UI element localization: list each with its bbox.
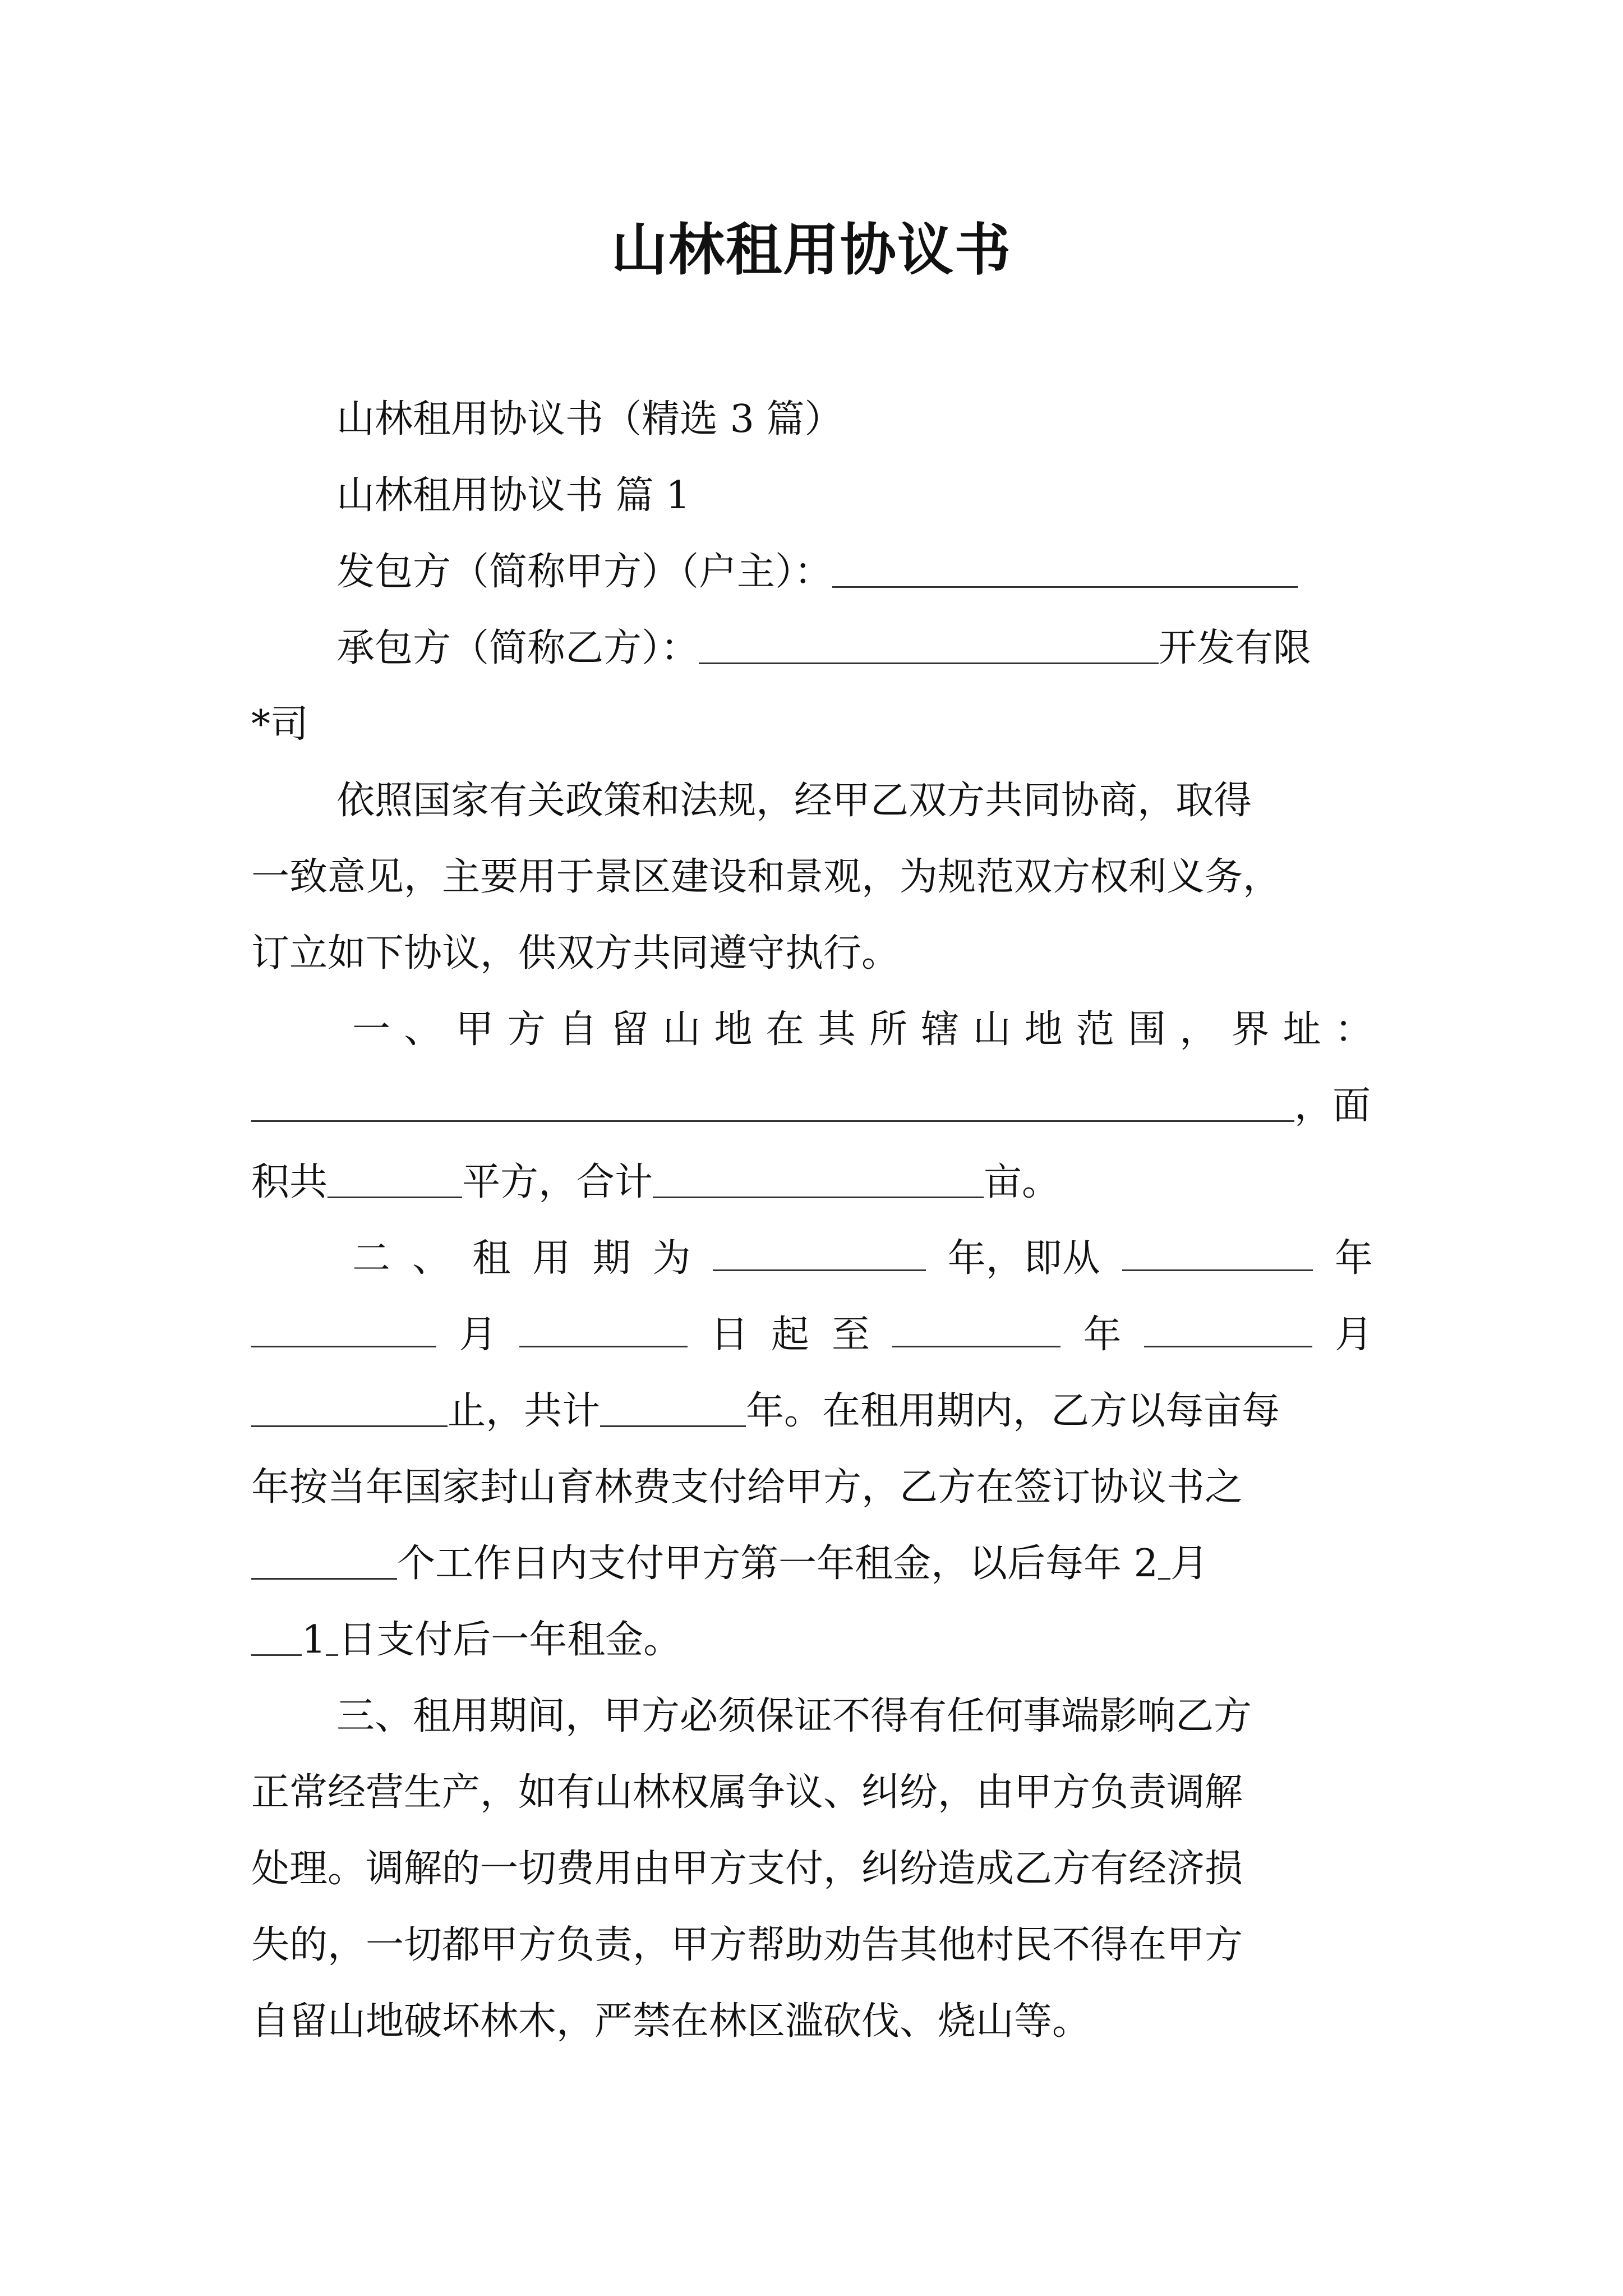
char: 、 xyxy=(412,1236,451,1281)
day-lead-underline xyxy=(251,1619,302,1656)
clause-text: 积共 xyxy=(251,1160,328,1204)
char: 界 xyxy=(1231,1007,1270,1052)
char: 年 xyxy=(1083,1313,1122,1357)
char: 二 xyxy=(352,1236,391,1281)
char: 租 xyxy=(472,1236,511,1281)
intro-line: 一致意见，主要用于景区建设和景观，为规范双方权利义务， xyxy=(251,855,1281,899)
workdays-blank xyxy=(251,1543,397,1580)
char: 方 xyxy=(507,1007,546,1052)
start-year-blank xyxy=(1122,1235,1313,1271)
end-month-blank xyxy=(1144,1311,1312,1347)
char: 自 xyxy=(559,1007,597,1052)
char: 甲 xyxy=(455,1007,494,1052)
clause-text: 平方，合计 xyxy=(462,1160,653,1204)
clause-text: 年。在租用期内，乙方以每亩每 xyxy=(746,1389,1280,1433)
char: 在 xyxy=(766,1007,804,1052)
char: 辖 xyxy=(921,1007,960,1052)
clause-text: 亩。 xyxy=(984,1160,1061,1204)
char: 用 xyxy=(532,1236,571,1281)
char: 围 xyxy=(1128,1007,1166,1052)
party-a-label: 发包方（简称甲方）（户主）： xyxy=(336,550,833,594)
document-body xyxy=(251,381,1373,2060)
start-month-blank xyxy=(251,1311,436,1347)
clause-1-line-2-end: ，面 xyxy=(1294,1084,1371,1128)
clause-3-line: 三、租用期间，甲方必须保证不得有任何事端影响乙方 xyxy=(336,1694,1252,1738)
clause-2-line-3 xyxy=(251,1373,1373,1450)
clause-text: 1 xyxy=(302,1618,326,1662)
char: 为 xyxy=(652,1236,691,1281)
month-underline xyxy=(1158,1543,1170,1580)
clause-3-line: 失的，一切都甲方负责，甲方帮助劝告其他村民不得在甲方 xyxy=(251,1923,1243,1967)
char: 月 xyxy=(1334,1313,1373,1357)
party-b-line xyxy=(251,610,1373,687)
char: 月 xyxy=(459,1313,497,1357)
clause-1-line-2 xyxy=(251,1068,1373,1144)
clause-3-line: 处理。调解的一切费用由甲方支付，纠纷造成乙方有经济损 xyxy=(251,1847,1243,1891)
clause-2-line-1 xyxy=(251,1221,1373,1297)
total-years-blank xyxy=(600,1391,746,1427)
clause-3-line: 正常经营生产，如有山林权属争议、纠纷，由甲方负责调解 xyxy=(251,1770,1243,1815)
char: 留 xyxy=(611,1007,649,1052)
char: 范 xyxy=(1076,1007,1114,1052)
char: ， xyxy=(1179,1007,1218,1052)
clause-text: 年 xyxy=(1334,1236,1373,1281)
char: ： xyxy=(1334,1007,1373,1052)
char: 日 xyxy=(710,1313,749,1357)
clause-text: 日支付后一年租金。 xyxy=(338,1618,682,1662)
char: 起 xyxy=(771,1313,809,1357)
char: 山 xyxy=(972,1007,1011,1052)
clause-text: 止，共计 xyxy=(448,1389,601,1433)
char: 其 xyxy=(817,1007,856,1052)
clause-2-line-2 xyxy=(251,1297,1373,1373)
area-blank xyxy=(328,1162,462,1198)
char: 地 xyxy=(1024,1007,1063,1052)
clause-3-line: 自留山地破坏林木，严禁在林区滥砍伐、烧山等。 xyxy=(251,1999,1091,2044)
char: 至 xyxy=(832,1313,870,1357)
char: 一 xyxy=(352,1007,391,1052)
end-day-blank xyxy=(251,1391,448,1427)
boundary-blank xyxy=(251,1085,1294,1122)
party-b-blank xyxy=(699,628,1159,664)
start-day-blank xyxy=(519,1311,688,1347)
intro-line: 订立如下协议，供双方共同遵守执行。 xyxy=(251,931,900,976)
party-a-blank xyxy=(832,551,1298,588)
clause-2-line-4: 年按当年国家封山育林费支付给甲方，乙方在签订协议书之 xyxy=(251,1465,1243,1510)
clause-1-line-1 xyxy=(251,992,1373,1068)
party-b-suffix-line: *司 xyxy=(251,702,309,747)
document-title: 山林租用协议书 xyxy=(611,217,1012,283)
char: 所 xyxy=(869,1007,908,1052)
term-years-blank xyxy=(713,1235,926,1271)
subtitle: 山林租用协议书（精选 3 篇） xyxy=(336,397,843,441)
clause-1-line-3 xyxy=(251,1144,1373,1221)
end-year-blank xyxy=(892,1311,1061,1347)
clause-text: 月 xyxy=(1170,1542,1209,1586)
party-b-label: 承包方（简称乙方）： xyxy=(336,626,699,670)
char: 期 xyxy=(592,1236,631,1281)
intro-line: 依照国家有关政策和法规，经甲乙双方共同协商，取得 xyxy=(336,779,1252,823)
char: 地 xyxy=(714,1007,753,1052)
party-a-line xyxy=(251,534,1373,610)
clause-2-line-5 xyxy=(251,1526,1373,1602)
day-trail-underline xyxy=(326,1619,338,1656)
part-heading: 山林租用协议书 篇 1 xyxy=(336,473,690,518)
mu-blank xyxy=(653,1162,984,1198)
char: 山 xyxy=(662,1007,701,1052)
clause-2-line-6 xyxy=(251,1602,1373,1678)
char: 址 xyxy=(1283,1007,1321,1052)
char: 、 xyxy=(404,1007,442,1052)
clause-text: 年，即从 xyxy=(947,1236,1100,1281)
party-b-suffix: 开发有限 xyxy=(1159,626,1312,670)
clause-text: 个工作日内支付甲方第一年租金，以后每年 2 xyxy=(397,1542,1158,1586)
